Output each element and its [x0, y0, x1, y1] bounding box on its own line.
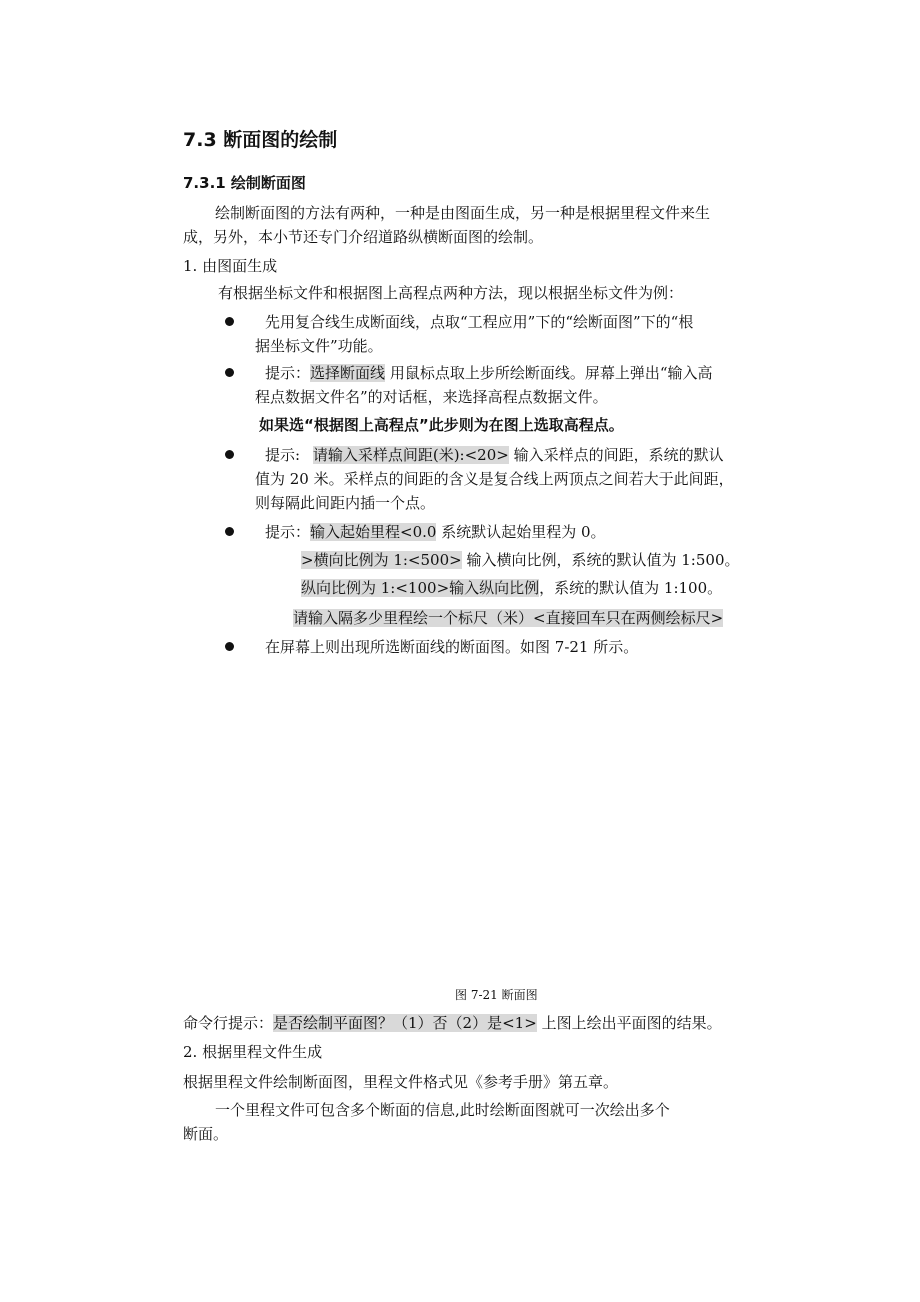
bullet-icon — [225, 642, 234, 651]
bullet-icon — [225, 368, 234, 377]
method2-para-line-2: 断面。 — [183, 1125, 229, 1143]
bullet4-sub2-rest: ，系统的默认值为 1:100。 — [539, 579, 723, 597]
method1-description: 有根据坐标文件和根据图上高程点两种方法，现以根据坐标文件为例： — [218, 284, 684, 302]
method2-heading: 2. 根据里程文件生成 — [183, 1043, 323, 1061]
command-rest: 上图上绘出平面图的结果。 — [541, 1014, 722, 1032]
method2-description: 根据里程文件绘制断面图，里程文件格式见《参考手册》第五章。 — [183, 1073, 619, 1091]
bullet2-line-1 — [265, 361, 712, 385]
bullet4-rest: 系统默认起始里程为 0。 — [441, 523, 606, 541]
intro-line-2: 成，另外，本小节还专门介绍道路纵横断面图的绘制。 — [183, 228, 544, 246]
bullet4-sub2-prompt: 纵向比例为 1:<100>输入纵向比例 — [301, 579, 540, 597]
bullet4-sub3-prompt: 请输入隔多少里程绘一个标尺（米）<直接回车只在两侧绘标尺> — [293, 609, 724, 627]
bullet4-line-1 — [265, 520, 606, 544]
bullet2-line-2: 程点数据文件名”的对话框，来选择高程点数据文件。 — [255, 388, 608, 406]
bullet4-sub-line-3 — [293, 606, 723, 630]
method2-para-line-1: 一个里程文件可包含多个断面的信息,此时绘断面图就可一次绘出多个 — [215, 1101, 670, 1119]
bullet-icon — [225, 527, 234, 536]
bullet-icon — [225, 450, 234, 459]
bullet4-prefix: 提示： — [265, 523, 311, 541]
bullet4-sub1-rest: 输入横向比例，系统的默认值为 1:500。 — [466, 551, 740, 569]
bullet2-note: 如果选“根据图上高程点”此步则为在图上选取高程点。 — [259, 416, 624, 434]
method1-heading: 1. 由图面生成 — [183, 257, 278, 275]
bullet3-line-1 — [265, 443, 724, 467]
subsection-title: 7.3.1 绘制断面图 — [183, 174, 306, 192]
section-title: 7.3 断面图的绘制 — [183, 129, 338, 151]
bullet3-line-2: 值为 20 米。采样点的间距的含义是复合线上两顶点之间若大于此间距， — [255, 470, 734, 488]
bullet2-rest: 用鼠标点取上步所绘断面线。屏幕上弹出“输入高 — [389, 364, 713, 382]
bullet4-sub-line-2 — [301, 576, 722, 600]
figure-caption: 图 7-21 断面图 — [455, 988, 538, 1002]
intro-line-1: 绘制断面图的方法有两种，一种是由图面生成，另一种是根据里程文件来生 — [215, 204, 711, 222]
bullet4-sub-line-1 — [301, 548, 739, 572]
bullet2-prompt: 选择断面线 — [310, 364, 386, 382]
bullet-icon — [225, 317, 234, 326]
bullet3-prompt: 请输入采样点间距(米):<20> — [312, 446, 509, 464]
bullet4-sub1-prompt: >横向比例为 1:<500> — [301, 551, 462, 569]
command-prompt: 是否绘制平面图？（1）否（2）是<1> — [273, 1014, 537, 1032]
command-line — [183, 1011, 722, 1035]
bullet1-line-1: 先用复合线生成断面线，点取“工程应用”下的“绘断面图”下的“根 — [265, 313, 694, 331]
bullet3-rest: 输入采样点的间距，系统的默认 — [513, 446, 724, 464]
bullet3-prefix: 提示: — [265, 446, 301, 464]
bullet3-line-3: 则每隔此间距内插一个点。 — [255, 494, 436, 512]
bullet1-line-2: 据坐标文件”功能。 — [255, 337, 383, 355]
bullet4-prompt: 输入起始里程<0.0 — [310, 523, 437, 541]
bullet5-text: 在屏幕上则出现所选断面线的断面图。如图 7-21 所示。 — [265, 638, 639, 656]
bullet2-prefix: 提示： — [265, 364, 311, 382]
figure-area — [200, 672, 760, 972]
command-prefix: 命令行提示： — [183, 1014, 274, 1032]
